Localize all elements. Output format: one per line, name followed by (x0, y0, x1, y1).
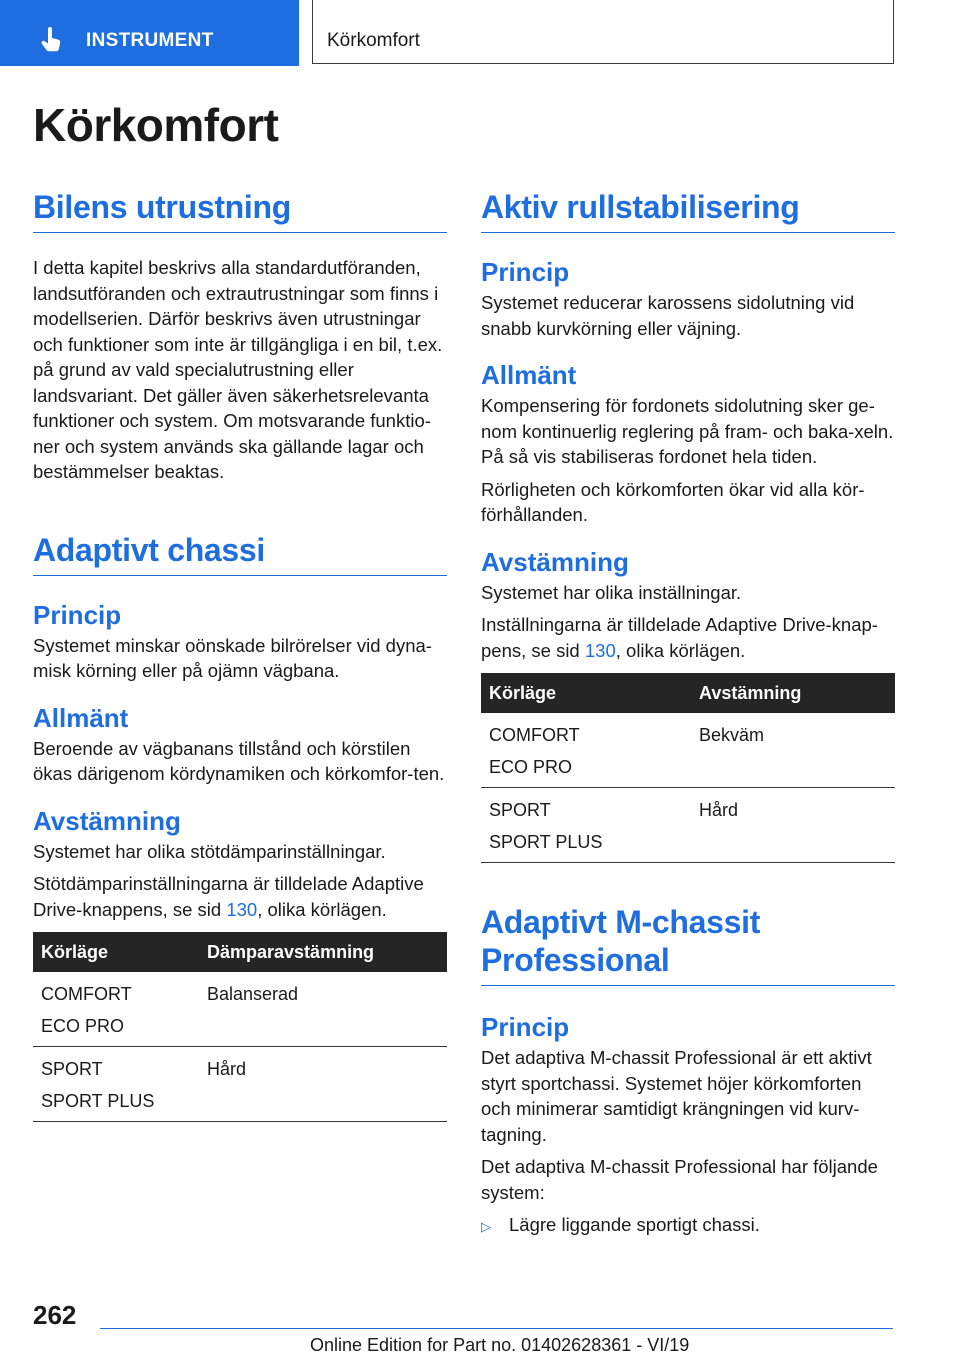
right-column (481, 188, 895, 1240)
subheading: Allmänt (481, 360, 577, 390)
left-column (33, 188, 447, 1122)
table-row (33, 1047, 447, 1122)
mode-label: SPORT (489, 800, 551, 820)
subheading: Avstämning (33, 805, 181, 836)
page-link[interactable]: 130 (226, 898, 258, 920)
section-heading: Adaptivt chassi (33, 531, 447, 576)
table-header-row (33, 932, 447, 972)
mode-label: COMFORT (489, 725, 580, 745)
table-header: Avstämning (691, 673, 895, 713)
footer-divider (100, 1328, 893, 1329)
chapter-label: Körkomfort (327, 30, 420, 51)
mode-label: SPORT PLUS (489, 832, 603, 852)
text: , olika körlägen. (257, 898, 387, 920)
list-item-text: Lägre liggande sportigt chassi. (509, 1214, 760, 1235)
table-row (33, 972, 447, 1047)
triangle-bullet-icon: ▷ (481, 1219, 491, 1234)
section-heading (481, 903, 895, 986)
table-cell: Balanserad (199, 972, 447, 1047)
paragraph: Kompensering för fordonets sidolutning sker ge-nom kontinuerlig reglering på fram- och baka-xeln. På så vis stabiliseras fordonet hela tiden. (481, 395, 894, 467)
paragraph: Rörligheten och körkomforten ökar vid alla kör-förhållanden. (481, 478, 865, 525)
table-header: Körläge (33, 932, 199, 972)
list-item (481, 1212, 895, 1240)
table-cell: Bekväm (691, 713, 895, 788)
table-header-row (481, 673, 895, 713)
section-heading: Aktiv rullstabilisering (481, 188, 895, 233)
table-cell: Hård (691, 788, 895, 863)
page-number: 262 (33, 1300, 77, 1330)
section-tab[interactable] (0, 0, 299, 66)
subheading: Princip (33, 599, 122, 630)
subheading: Avstämning (481, 546, 629, 577)
paragraph: Systemet har olika inställningar. (481, 581, 742, 603)
table-header: Dämparavstämning (199, 932, 447, 972)
paragraph: I detta kapitel beskrivs alla standardutföranden, landsutföranden och extrautrustningar som finns i modellserien. Därför beskrivs även utrustningar och funktioner som inte är tillgängliga i en bil, t.ex. på grund av vald specialutrustning eller landsvariant. Det gäller även säkerhetsrelevanta funktioner och system. Om motsvarande funktio-ner och system används ska gällande lagar och bestämmelser beaktas. (33, 257, 443, 482)
paragraph: Det adaptiva M-chassit Professional har följande system: (481, 1156, 878, 1203)
section-heading: Bilens utrustning (33, 188, 447, 233)
paragraph: Systemet reducerar karossens sidolutning vid snabb kurvkörning eller väjning. (481, 292, 855, 339)
subheading: Allmänt (33, 702, 129, 733)
edition-label: Online Edition for Part no. 01402628361 - VI/19 (310, 1335, 690, 1355)
table-cell: Hård (199, 1047, 447, 1122)
settings-table (481, 673, 895, 863)
text: Stötdämparinställningarna är tilldelade Adaptive Drive-knappens, se sid (33, 873, 424, 920)
paragraph (481, 612, 895, 663)
table-cell (481, 788, 691, 863)
paragraph (33, 871, 447, 922)
mode-label: SPORT PLUS (41, 1091, 155, 1111)
section-tab-label: INSTRUMENT (86, 30, 214, 51)
table-cell (481, 713, 691, 788)
text: , olika körlägen. (615, 639, 746, 661)
subheading: Princip (481, 1012, 570, 1042)
table-row (481, 788, 895, 863)
table-cell (33, 972, 199, 1047)
page-link[interactable]: 130 (584, 639, 616, 661)
mode-label: COMFORT (41, 984, 132, 1004)
table-cell (33, 1047, 199, 1122)
chapter-header (312, 0, 894, 64)
text: Inställningarna är tilldelade Adaptive Drive-knap-pens, se sid (481, 614, 878, 661)
mode-label: SPORT (41, 1059, 103, 1079)
paragraph: Systemet har olika stötdämparinställningar. (33, 840, 386, 862)
table-row (481, 713, 895, 788)
page-title: Körkomfort (33, 99, 279, 151)
paragraph: Det adaptiva M-chassit Professional är ett aktivt styrt sportchassi. Systemet höjer körkomforten och minimerar samtidigt krängningen vid kurv-tagning. (481, 1047, 872, 1145)
paragraph: Systemet minskar oönskade bilrörelser vid dyna-misk körning eller på ojämn vägbana. (33, 634, 432, 681)
settings-table (33, 932, 447, 1122)
paragraph: Beroende av vägbanans tillstånd och körstilen ökas därigenom kördynamiken och körkomfor-ten. (33, 737, 445, 784)
table-header: Körläge (481, 673, 691, 713)
heading-line: Adaptivt M-chassit (481, 904, 761, 940)
heading-line: Professional (481, 942, 670, 978)
mode-label: ECO PRO (489, 757, 573, 777)
pointing-hand-icon (40, 27, 64, 53)
subheading: Princip (481, 257, 570, 287)
mode-label: ECO PRO (41, 1016, 125, 1036)
